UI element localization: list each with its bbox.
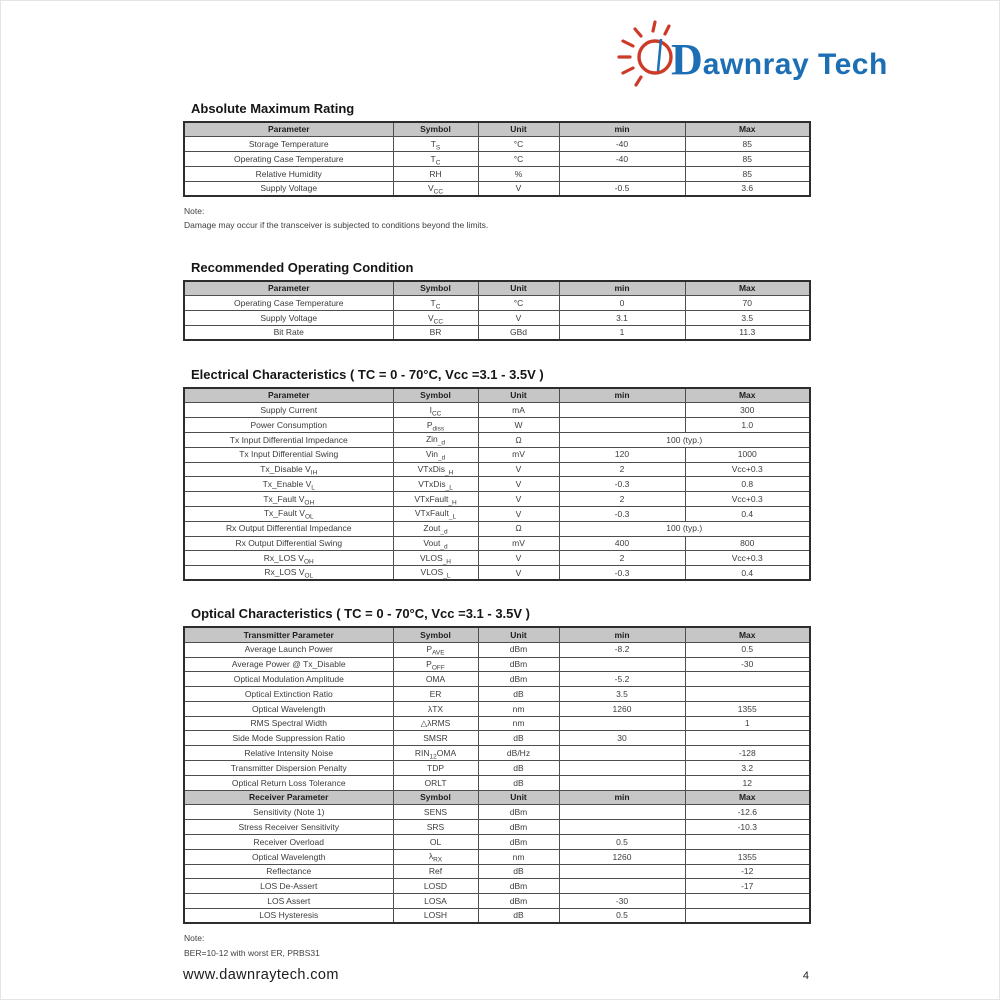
table-cell: 0.4 — [685, 566, 810, 581]
table-cell: VTxFault$_{\_H}$ — [393, 492, 478, 507]
table-cell: -40 — [559, 137, 685, 152]
table-cell: RMS Spectral Width — [184, 716, 393, 731]
page-content — [183, 1, 809, 960]
table-row — [184, 849, 810, 864]
table-cell: LOSD — [393, 879, 478, 894]
table-cell — [559, 716, 685, 731]
table-cell: Vcc+0.3 — [685, 492, 810, 507]
table-cell: SRS — [393, 820, 478, 835]
header-cell: Unit — [478, 627, 559, 642]
table-cell: Average Launch Power — [184, 642, 393, 657]
table-cell: Supply Current — [184, 403, 393, 418]
header-cell: min — [559, 627, 685, 642]
table-cell: Supply Voltage — [184, 181, 393, 196]
table-cell: Tx_Fault $V_{OH}$ — [184, 492, 393, 507]
table-cell: 11.3 — [685, 325, 810, 340]
table-header-row — [184, 281, 810, 296]
table-cell: Vin$_{\_d}$ — [393, 447, 478, 462]
table-cell: 3.2 — [685, 761, 810, 776]
section-note — [184, 931, 809, 960]
table-cell: mV — [478, 447, 559, 462]
header-cell: Symbol — [393, 122, 478, 137]
table-row — [184, 551, 810, 566]
section-title: Recommended Operating Condition — [191, 259, 414, 275]
section-electrical-characteristics — [183, 367, 809, 581]
table-cell: Tx Input Differential Impedance — [184, 432, 393, 447]
table-row — [184, 477, 810, 492]
table-row — [184, 166, 810, 181]
table-cell: 100 (typ.) — [559, 432, 810, 447]
table-row — [184, 432, 810, 447]
table-cell: V — [478, 181, 559, 196]
table-cell: -128 — [685, 746, 810, 761]
table-cell — [685, 731, 810, 746]
table-cell: mA — [478, 403, 559, 418]
page-footer — [183, 967, 809, 983]
table-cell: 1355 — [685, 849, 810, 864]
table-cell: Zin$_{\_d}$ — [393, 432, 478, 447]
table-cell: 800 — [685, 536, 810, 551]
optical-characteristics-table — [183, 626, 809, 924]
website-url: www.dawnraytech.com — [183, 967, 339, 983]
section-recommended-operating-condition — [183, 260, 809, 341]
table-row — [184, 506, 810, 521]
table-cell: dBm — [478, 820, 559, 835]
table-row — [184, 296, 810, 311]
spec-table — [183, 387, 811, 581]
brand-rest: awnray Tech — [702, 48, 888, 81]
header-cell: Max — [685, 790, 810, 805]
table-cell: RH — [393, 166, 478, 181]
section-optical-characteristics — [183, 606, 809, 960]
table-row — [184, 775, 810, 790]
table-cell: Rx Output Differential Swing — [184, 536, 393, 551]
table-cell — [559, 746, 685, 761]
table-cell: LOSH — [393, 909, 478, 924]
header-cell: Unit — [478, 388, 559, 403]
header-cell: Unit — [478, 281, 559, 296]
table-row — [184, 137, 810, 152]
table-cell: ER — [393, 687, 478, 702]
table-cell: 2 — [559, 462, 685, 477]
spec-table — [183, 121, 811, 197]
table-cell: 0 — [559, 296, 685, 311]
table-row — [184, 894, 810, 909]
table-cell: dBm — [478, 805, 559, 820]
header-cell: Max — [685, 388, 810, 403]
table-cell: $V_{CC}$ — [393, 310, 478, 325]
table-cell: $\lambda_{RX}$ — [393, 849, 478, 864]
table-cell: dB — [478, 775, 559, 790]
table-row — [184, 731, 810, 746]
table-cell: 400 — [559, 536, 685, 551]
header-cell: Unit — [478, 122, 559, 137]
table-cell: $VLOS_{\_H}$ — [393, 551, 478, 566]
header-cell: Symbol — [393, 627, 478, 642]
table-cell: Average Power @ Tx_Disable — [184, 657, 393, 672]
table-cell — [559, 418, 685, 433]
table-cell: V — [478, 566, 559, 581]
header-cell: Parameter — [184, 388, 393, 403]
table-cell: °C — [478, 296, 559, 311]
table-cell: Stress Receiver Sensitivity — [184, 820, 393, 835]
table-cell: V — [478, 462, 559, 477]
table-cell: -0.3 — [559, 477, 685, 492]
table-cell: dBm — [478, 835, 559, 850]
table-row — [184, 746, 810, 761]
table-cell: Relative Intensity Noise — [184, 746, 393, 761]
table-row — [184, 492, 810, 507]
table-row — [184, 152, 810, 167]
table-cell: Tx_Fault $V_{OL}$ — [184, 506, 393, 521]
table-row — [184, 310, 810, 325]
brand-initial: D — [671, 35, 703, 84]
table-cell: dBm — [478, 672, 559, 687]
header-cell: min — [559, 388, 685, 403]
table-row — [184, 418, 810, 433]
table-cell — [559, 805, 685, 820]
table-cell: dB — [478, 687, 559, 702]
table-cell: Receiver Overload — [184, 835, 393, 850]
table-cell: nm — [478, 716, 559, 731]
table-cell: Rx_LOS $V_{OH}$ — [184, 551, 393, 566]
table-cell: △λRMS — [393, 716, 478, 731]
spec-table — [183, 280, 811, 341]
table-cell: V — [478, 477, 559, 492]
table-cell: Sensitivity (Note 1) — [184, 805, 393, 820]
table-cell: Operating Case Temperature — [184, 296, 393, 311]
section-title: Optical Characteristics ( TC = 0 - 70°C, Vcc =3.1 - 3.5V ) — [191, 606, 531, 622]
table-cell: OMA — [393, 672, 478, 687]
table-cell: Vout$_{\_d}$ — [393, 536, 478, 551]
table-cell: Rx Output Differential Impedance — [184, 521, 393, 536]
header-cell: Transmitter Parameter — [184, 627, 393, 642]
table-cell: OL — [393, 835, 478, 850]
table-cell — [685, 687, 810, 702]
table-row — [184, 761, 810, 776]
table-cell: Side Mode Suppression Ratio — [184, 731, 393, 746]
table-cell: Optical Extinction Ratio — [184, 687, 393, 702]
table-cell: 3.5 — [559, 687, 685, 702]
table-row — [184, 521, 810, 536]
section-note — [184, 204, 809, 233]
table-row — [184, 447, 810, 462]
table-row — [184, 325, 810, 340]
table-cell: 1355 — [685, 701, 810, 716]
table-cell: V — [478, 506, 559, 521]
table-cell — [559, 879, 685, 894]
table-cell: $VLOS_{\_L}$ — [393, 566, 478, 581]
table-cell: -0.5 — [559, 181, 685, 196]
table-cell: dB — [478, 864, 559, 879]
table-cell: LOS De-Assert — [184, 879, 393, 894]
table-cell — [559, 166, 685, 181]
table-cell: 0.5 — [559, 835, 685, 850]
table-cell: Reflectance — [184, 864, 393, 879]
table-cell: Storage Temperature — [184, 137, 393, 152]
table-cell: 1260 — [559, 849, 685, 864]
table-cell: 12 — [685, 775, 810, 790]
table-cell: LOSA — [393, 894, 478, 909]
table-cell: $RIN_{12}OMA$ — [393, 746, 478, 761]
table-row — [184, 805, 810, 820]
table-cell — [685, 672, 810, 687]
header-cell: min — [559, 122, 685, 137]
table-cell: VTxFault$_{\_L}$ — [393, 506, 478, 521]
table-cell — [559, 820, 685, 835]
table-cell: dBm — [478, 642, 559, 657]
table-cell: λTX — [393, 701, 478, 716]
table-cell: °C — [478, 137, 559, 152]
table-cell — [559, 775, 685, 790]
table-header-row — [184, 627, 810, 642]
table-cell: $V_{CC}$ — [393, 181, 478, 196]
table-cell: Power Consumption — [184, 418, 393, 433]
table-cell: Optical Wavelength — [184, 701, 393, 716]
header-cell: Max — [685, 122, 810, 137]
table-cell: Optical Modulation Amplitude — [184, 672, 393, 687]
header-cell: Max — [685, 281, 810, 296]
table-cell: 120 — [559, 447, 685, 462]
table-cell: dBm — [478, 879, 559, 894]
table-cell: -8.2 — [559, 642, 685, 657]
note-text: BER=10-12 with worst ER, PRBS31 — [184, 947, 320, 958]
table-cell: nm — [478, 849, 559, 864]
table-cell: Tx_Enable $V_L$ — [184, 477, 393, 492]
table-row — [184, 879, 810, 894]
table-row — [184, 642, 810, 657]
table-cell: VTxDis$_{\_H}$ — [393, 462, 478, 477]
table-cell — [559, 403, 685, 418]
table-cell: V — [478, 551, 559, 566]
table-row — [184, 462, 810, 477]
table-cell: 100 (typ.) — [559, 521, 810, 536]
table-row — [184, 657, 810, 672]
table-cell — [559, 864, 685, 879]
table-cell: dBm — [478, 657, 559, 672]
table-row — [184, 909, 810, 924]
table-header-row — [184, 790, 810, 805]
table-cell — [685, 894, 810, 909]
table-cell: -17 — [685, 879, 810, 894]
table-cell: $P_{OFF}$ — [393, 657, 478, 672]
table-cell: VTxDis$_{\_L}$ — [393, 477, 478, 492]
table-cell: Operating Case Temperature — [184, 152, 393, 167]
table-cell: -12 — [685, 864, 810, 879]
section-absolute-maximum-rating — [183, 101, 809, 233]
table-cell: 2 — [559, 492, 685, 507]
table-row — [184, 403, 810, 418]
table-cell: -0.3 — [559, 566, 685, 581]
table-cell: V — [478, 310, 559, 325]
header-cell: min — [559, 790, 685, 805]
table-cell: LOS Hysteresis — [184, 909, 393, 924]
header-cell: Symbol — [393, 281, 478, 296]
table-row — [184, 716, 810, 731]
table-cell: Relative Humidity — [184, 166, 393, 181]
table-cell: 85 — [685, 152, 810, 167]
table-cell: Rx_LOS $V_{OL}$ — [184, 566, 393, 581]
table-row — [184, 536, 810, 551]
table-cell: 1260 — [559, 701, 685, 716]
table-cell: Tx_Disable $V_{IH}$ — [184, 462, 393, 477]
table-header-row — [184, 388, 810, 403]
table-row — [184, 701, 810, 716]
table-cell: -0.3 — [559, 506, 685, 521]
table-cell: TDP — [393, 761, 478, 776]
table-cell: Vcc+0.3 — [685, 551, 810, 566]
table-cell — [559, 761, 685, 776]
table-cell: °C — [478, 152, 559, 167]
table-cell: 3.1 — [559, 310, 685, 325]
header-cell: Max — [685, 627, 810, 642]
table-cell: Ω — [478, 432, 559, 447]
note-text: Damage may occur if the transceiver is subjected to conditions beyond the limits. — [184, 220, 489, 231]
header-cell: Symbol — [393, 388, 478, 403]
header-cell: Parameter — [184, 122, 393, 137]
table-cell: -30 — [559, 894, 685, 909]
table-cell: 70 — [685, 296, 810, 311]
table-cell: SENS — [393, 805, 478, 820]
table-header-row — [184, 122, 810, 137]
table-cell — [685, 909, 810, 924]
table-cell: dBm — [478, 894, 559, 909]
absolute-maximum-rating-table — [183, 121, 809, 197]
table-cell: 2 — [559, 551, 685, 566]
table-cell: 0.8 — [685, 477, 810, 492]
note-label: Note: — [184, 205, 205, 216]
table-cell: 0.4 — [685, 506, 810, 521]
table-cell: $P_{diss}$ — [393, 418, 478, 433]
table-cell: 300 — [685, 403, 810, 418]
table-cell: Zout$_{\_d}$ — [393, 521, 478, 536]
table-cell: dB — [478, 731, 559, 746]
electrical-characteristics-table — [183, 387, 809, 581]
table-row — [184, 566, 810, 581]
table-cell: dB — [478, 909, 559, 924]
table-row — [184, 672, 810, 687]
table-cell: $I_{CC}$ — [393, 403, 478, 418]
table-cell: W — [478, 418, 559, 433]
table-cell: -12.6 — [685, 805, 810, 820]
table-row — [184, 820, 810, 835]
table-cell: V — [478, 492, 559, 507]
header-cell: Symbol — [393, 790, 478, 805]
table-cell: 30 — [559, 731, 685, 746]
table-row — [184, 687, 810, 702]
table-cell: SMSR — [393, 731, 478, 746]
table-cell: $P_{AVE}$ — [393, 642, 478, 657]
table-cell: -30 — [685, 657, 810, 672]
table-cell: -5.2 — [559, 672, 685, 687]
table-cell — [685, 835, 810, 850]
table-cell: $T_S$ — [393, 137, 478, 152]
note-label: Note: — [184, 933, 205, 944]
header-cell: Unit — [478, 790, 559, 805]
section-title: Absolute Maximum Rating — [191, 101, 355, 116]
table-cell: mV — [478, 536, 559, 551]
table-cell: -40 — [559, 152, 685, 167]
table-cell: % — [478, 166, 559, 181]
table-cell: Bit Rate — [184, 325, 393, 340]
table-cell: Transmitter Dispersion Penalty — [184, 761, 393, 776]
table-cell: 3.5 — [685, 310, 810, 325]
table-cell: 3.6 — [685, 181, 810, 196]
page-number: 4 — [802, 970, 809, 982]
header-cell: min — [559, 281, 685, 296]
table-cell: Optical Return Loss Tolerance — [184, 775, 393, 790]
table-cell: LOS Assert — [184, 894, 393, 909]
table-cell: 1.0 — [685, 418, 810, 433]
header-cell: Receiver Parameter — [184, 790, 393, 805]
recommended-operating-condition-table — [183, 280, 809, 341]
table-cell: nm — [478, 701, 559, 716]
table-row — [184, 864, 810, 879]
spec-table — [183, 626, 811, 924]
table-cell: 1 — [559, 325, 685, 340]
table-row — [184, 181, 810, 196]
table-cell: 85 — [685, 137, 810, 152]
table-cell: ORLT — [393, 775, 478, 790]
table-cell: 0.5 — [685, 642, 810, 657]
table-cell: $T_C$ — [393, 152, 478, 167]
table-cell: Ref — [393, 864, 478, 879]
table-cell: 1000 — [685, 447, 810, 462]
table-cell: Ω — [478, 521, 559, 536]
table-cell: 0.5 — [559, 909, 685, 924]
table-cell: $T_C$ — [393, 296, 478, 311]
section-title: Electrical Characteristics ( TC = 0 - 70°C, Vcc =3.1 - 3.5V ) — [191, 367, 544, 383]
table-cell: 1 — [685, 716, 810, 731]
table-cell: BR — [393, 325, 478, 340]
table-cell: Supply Voltage — [184, 310, 393, 325]
table-cell: Tx Input Differential Swing — [184, 447, 393, 462]
table-cell — [559, 657, 685, 672]
table-cell: Optical Wavelength — [184, 849, 393, 864]
table-cell: GBd — [478, 325, 559, 340]
table-row — [184, 835, 810, 850]
table-cell: dB — [478, 761, 559, 776]
table-cell: Vcc+0.3 — [685, 462, 810, 477]
header-cell: Parameter — [184, 281, 393, 296]
table-cell: -10.3 — [685, 820, 810, 835]
table-cell: 85 — [685, 166, 810, 181]
table-cell: dB/Hz — [478, 746, 559, 761]
